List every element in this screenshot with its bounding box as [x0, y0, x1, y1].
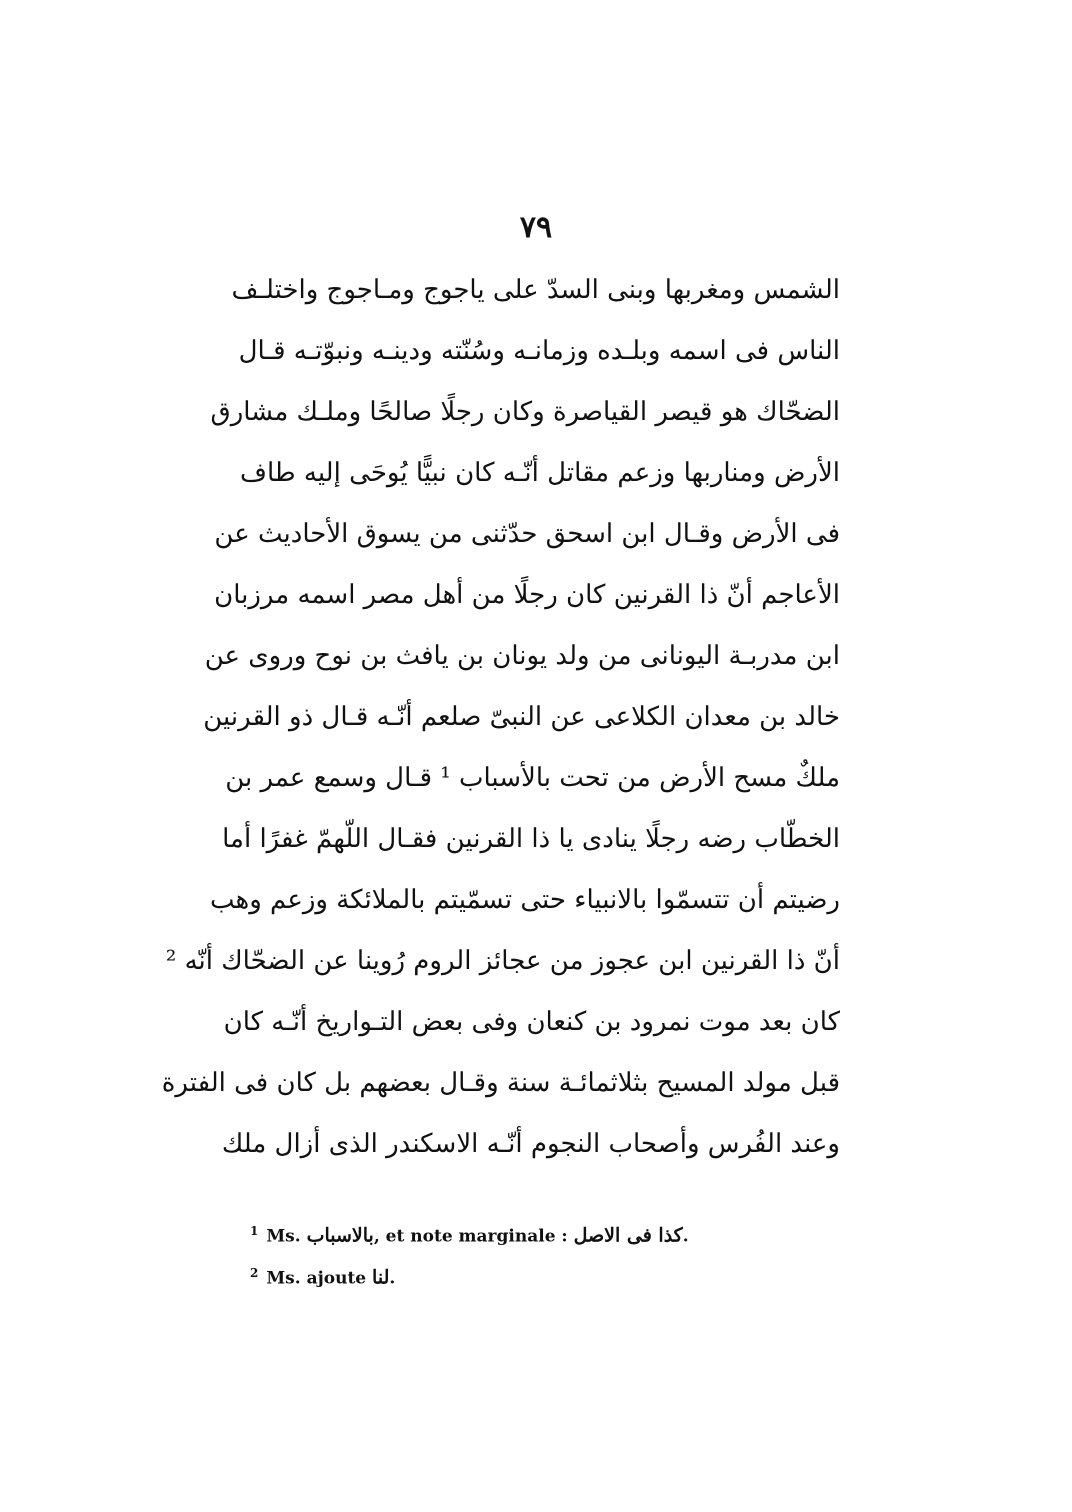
footnote-text: Ms.: [266, 1226, 307, 1247]
footnote-number: 2: [250, 1266, 259, 1280]
text-line: الأعاجم أنّ ذا القرنين كان رجلًا من أهل مصر اسمه مرزبان: [214, 580, 840, 610]
text-line: الناس فى اسمه وبلـده وزمانـه وسُنّته ودينـه ونبوّتـه قـال: [238, 336, 840, 366]
text-line: الأرض ومناربها وزعم مقاتل أنّـه كان نبيًّا يُوحَى إليه طاف: [240, 458, 840, 488]
footnote-arabic: لنا: [372, 1266, 390, 1289]
footnote-arabic: كذا فى الاصل: [573, 1224, 683, 1247]
footnote-text: , et note marginale :: [373, 1226, 574, 1247]
text-line: الشمس ومغربها وبنى السدّ على ياجوج ومـاجوج واختلـف: [231, 275, 840, 305]
footnote-2: [250, 1252, 810, 1294]
text-line: خالد بن معدان الكلاعى عن النبىّ صلعم أنّـه قـال ذو القرنين: [203, 702, 840, 732]
text-line: فى الأرض وقـال ابن اسحق حدّثنى من يسوق الأحاديث عن: [214, 519, 840, 549]
text-line: ابن مدربـة اليونانى من ولد يونان بن يافث بن نوح وروى عن: [204, 641, 840, 671]
page-number: ٧٩: [519, 210, 553, 245]
text-line: الخطّاب رضه رجلًا ينادى يا ذا القرنين فقـال اللّهمّ غفرًا أما: [222, 824, 840, 854]
text-line: قبل مولد المسيح بثلاثمائـة سنة وقـال بعضهم بل كان فى الفترة: [161, 1068, 840, 1098]
footnote-text: Ms. ajoute: [266, 1268, 373, 1289]
footnote-number: 1: [250, 1224, 259, 1238]
text-line: ملكٌ مسح الأرض من تحت بالأسباب ¹ قـال وسمع عمر بن: [225, 763, 840, 793]
text-line: وعند الفُرس وأصحاب النجوم أنّـه الاسكندر الذى أزال ملك: [221, 1129, 840, 1159]
footnote-1: [250, 1210, 810, 1252]
text-line: رضيتم أن تتسمّوا بالانبياء حتى تسمّيتم بالملائكة وزعم وهب: [209, 885, 840, 915]
footnote-arabic: بالاسباب: [306, 1224, 374, 1247]
text-line: كان بعد موت نمرود بن كنعان وفى بعض التـواريخ أنّـه كان: [223, 1007, 840, 1037]
body-text: [161, 260, 840, 1175]
text-line: الضحّاك هو قيصر القياصرة وكان رجلًا صالحًا وملـك مشارق: [210, 397, 840, 427]
footnote-text: .: [682, 1226, 689, 1247]
footnote-text: .: [389, 1268, 396, 1289]
text-line: أنّ ذا القرنين ابن عجوز من عجائز الروم رُوينا عن الضحّاك أنّه ²: [165, 946, 840, 976]
footnotes: [250, 1210, 810, 1294]
